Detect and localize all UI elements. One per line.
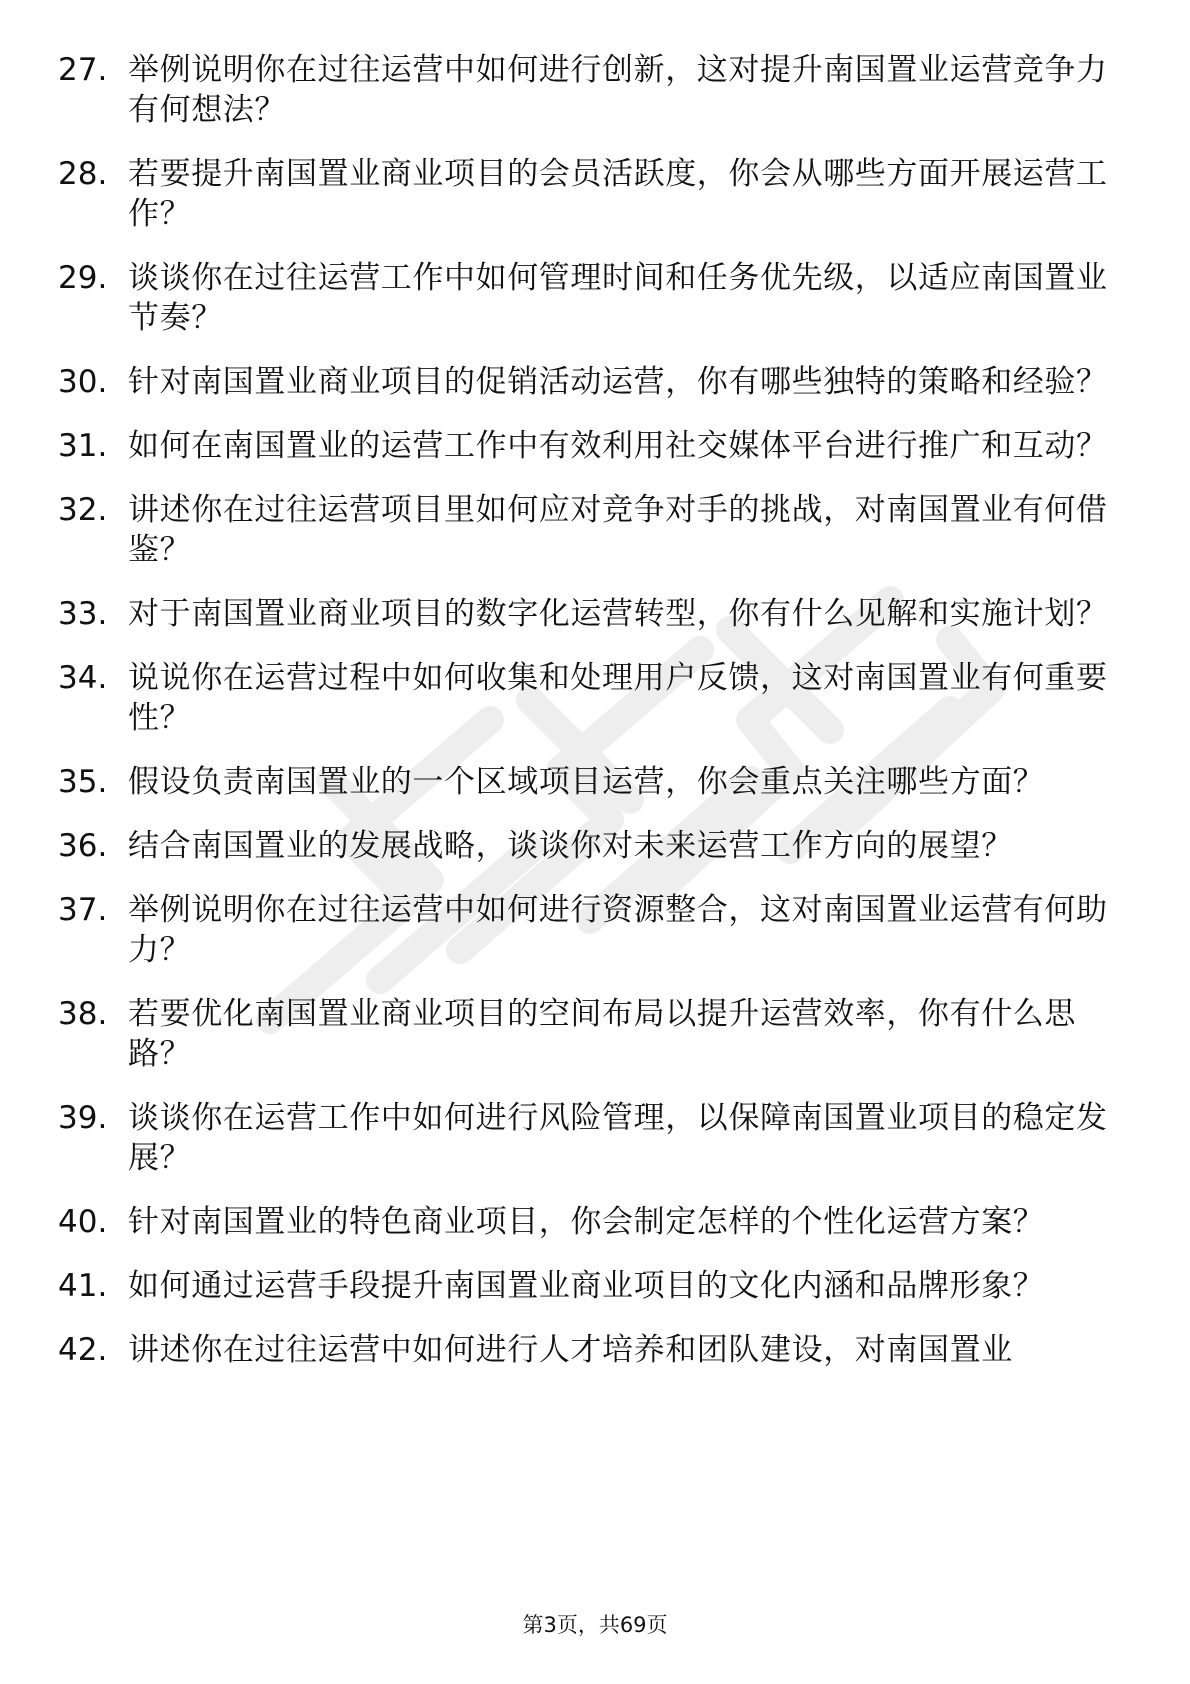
question-text: 针对南国置业的特色商业项目，你会制定怎样的个性化运营方案？ xyxy=(128,1204,1045,1240)
question-number: 37. xyxy=(58,892,108,928)
question-item xyxy=(0,658,1190,738)
question-number: 42. xyxy=(58,1332,108,1368)
question-text: 讲述你在过往运营中如何进行人才培养和团队建设，对南国置业 xyxy=(128,1332,1013,1368)
question-number: 31. xyxy=(58,428,108,464)
question-item xyxy=(0,362,1190,402)
question-number: 29. xyxy=(58,260,108,296)
question-item xyxy=(0,1330,1190,1370)
question-text: 对于南国置业商业项目的数字化运营转型，你有什么见解和实施计划？ xyxy=(128,596,1108,632)
question-item xyxy=(0,594,1190,634)
question-number: 33. xyxy=(58,596,108,632)
question-number: 34. xyxy=(58,660,108,696)
question-number: 40. xyxy=(58,1204,108,1240)
question-text: 若要优化南国置业商业项目的空间布局以提升运营效率，你有什么思路？ xyxy=(128,996,1076,1072)
question-number: 38. xyxy=(58,996,108,1032)
question-item xyxy=(0,826,1190,866)
question-number: 27. xyxy=(58,52,108,88)
question-item xyxy=(0,50,1190,130)
question-text: 说说你在运营过程中如何收集和处理用户反馈，这对南国置业有何重要性？ xyxy=(128,660,1108,736)
question-item xyxy=(0,1266,1190,1306)
question-text: 针对南国置业商业项目的促销活动运营，你有哪些独特的策略和经验？ xyxy=(128,364,1108,400)
question-text: 举例说明你在过往运营中如何进行创新，这对提升南国置业运营竞争力有何想法？ xyxy=(128,52,1108,128)
question-number: 41. xyxy=(58,1268,108,1304)
question-number: 32. xyxy=(58,492,108,528)
question-text: 若要提升南国置业商业项目的会员活跃度，你会从哪些方面开展运营工作？ xyxy=(128,156,1108,232)
question-item xyxy=(0,762,1190,802)
question-item xyxy=(0,258,1190,338)
question-text: 如何在南国置业的运营工作中有效利用社交媒体平台进行推广和互动？ xyxy=(128,428,1108,464)
question-item xyxy=(0,994,1190,1074)
page-footer: 第3页，共69页 xyxy=(522,1613,668,1637)
question-text: 谈谈你在过往运营工作中如何管理时间和任务优先级，以适应南国置业节奏？ xyxy=(128,260,1108,336)
question-number: 39. xyxy=(58,1100,108,1136)
question-number: 30. xyxy=(58,364,108,400)
question-text: 举例说明你在过往运营中如何进行资源整合，这对南国置业运营有何助力？ xyxy=(128,892,1108,968)
question-item xyxy=(0,490,1190,570)
question-item xyxy=(0,1098,1190,1178)
question-item xyxy=(0,426,1190,466)
question-text: 讲述你在过往运营项目里如何应对竞争对手的挑战，对南国置业有何借鉴？ xyxy=(128,492,1108,568)
question-list xyxy=(0,50,1190,1394)
question-item xyxy=(0,1202,1190,1242)
question-text: 如何通过运营手段提升南国置业商业项目的文化内涵和品牌形象？ xyxy=(128,1268,1045,1304)
question-item xyxy=(0,890,1190,970)
question-number: 28. xyxy=(58,156,108,192)
question-text: 假设负责南国置业的一个区域项目运营，你会重点关注哪些方面？ xyxy=(128,764,1045,800)
question-number: 35. xyxy=(58,764,108,800)
question-item xyxy=(0,154,1190,234)
question-number: 36. xyxy=(58,828,108,864)
question-text: 谈谈你在运营工作中如何进行风险管理，以保障南国置业项目的稳定发展？ xyxy=(128,1100,1108,1176)
question-text: 结合南国置业的发展战略，谈谈你对未来运营工作方向的展望？ xyxy=(128,828,1013,864)
